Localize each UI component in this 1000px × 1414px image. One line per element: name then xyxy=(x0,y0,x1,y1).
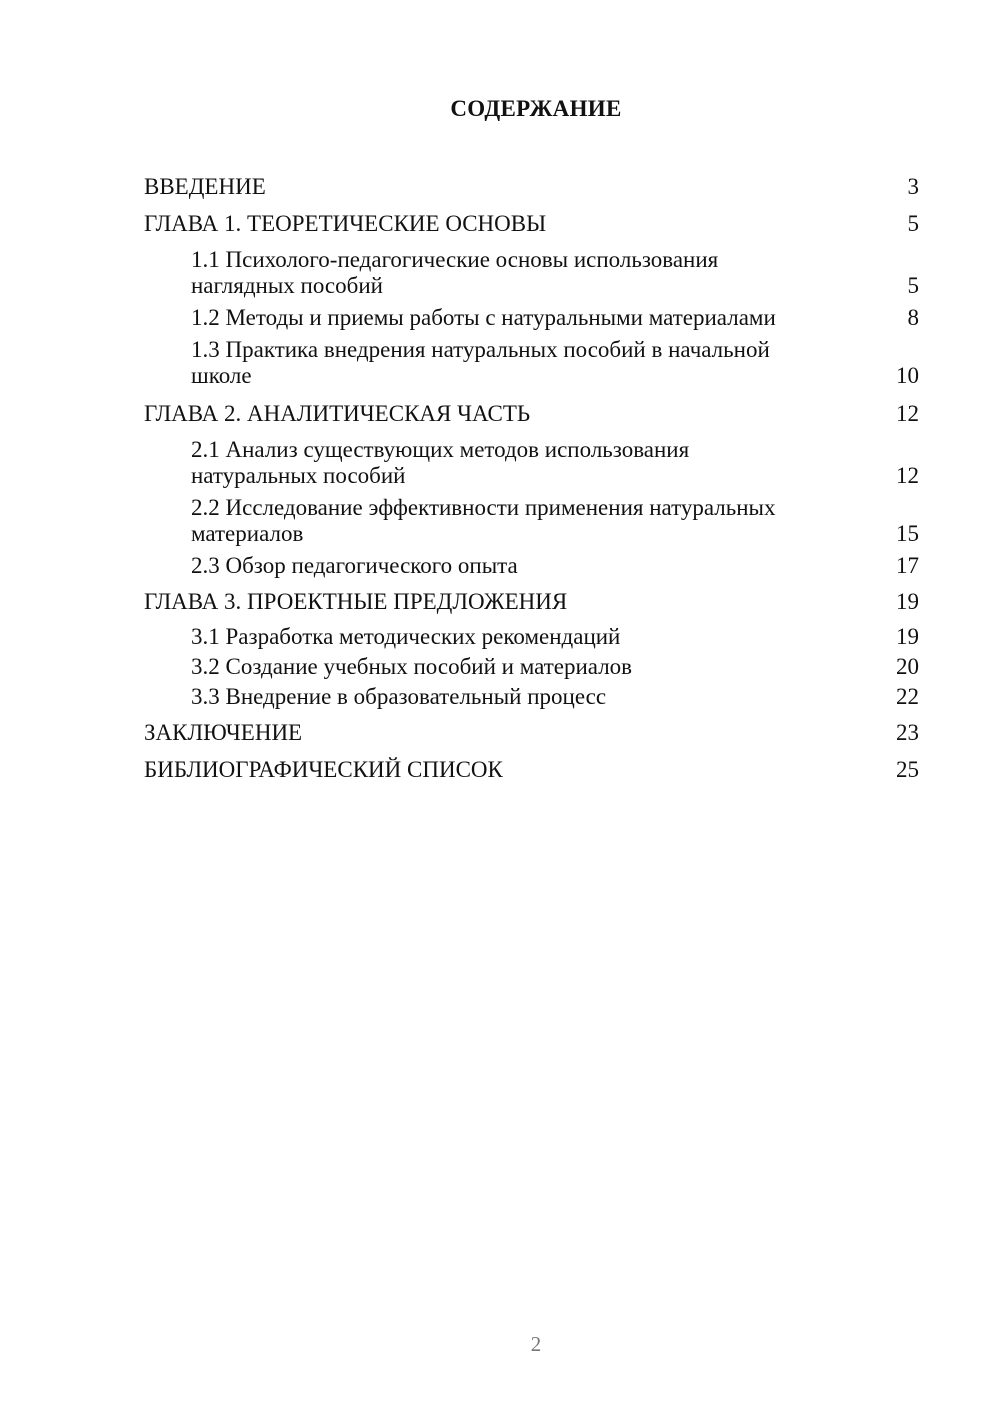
toc-entry-section-3-1 xyxy=(144,624,919,650)
toc-entry-text: БИБЛИОГРАФИЧЕСКИЙ СПИСОК xyxy=(144,756,503,782)
toc-entry-page: 23 xyxy=(896,719,919,745)
toc-entry-page: 19 xyxy=(896,624,919,649)
toc-entry-chapter-1 xyxy=(144,205,919,242)
toc-entry-text: ГЛАВА 3. ПРОЕКТНЫЕ ПРЕДЛОЖЕНИЯ xyxy=(144,588,568,614)
table-of-contents xyxy=(144,168,919,788)
toc-entry-page: 8 xyxy=(907,305,919,330)
page-title: СОДЕРЖАНИЕ xyxy=(450,96,622,121)
toc-entry-section-3-3 xyxy=(144,684,919,710)
toc-entry-text: 2.1 Анализ существующих методов использования натуральных пособий xyxy=(191,437,690,488)
toc-entry-introduction xyxy=(144,168,919,205)
toc-entry-section-2-2 xyxy=(144,495,919,547)
toc-entry-text: 3.3 Внедрение в образовательный процесс xyxy=(191,684,607,709)
toc-entry-section-2-1 xyxy=(144,437,919,489)
toc-entry-text: 2.2 Исследование эффективности применения натуральных материалов xyxy=(191,495,776,546)
toc-entry-chapter-3 xyxy=(144,583,919,620)
toc-entry-section-3-2 xyxy=(144,654,919,680)
toc-entry-text: 1.3 Практика внедрения натуральных пособий в начальной школе xyxy=(191,337,770,388)
toc-entry-page: 12 xyxy=(896,400,919,426)
toc-entry-text: 3.1 Разработка методических рекомендаций xyxy=(191,624,621,649)
toc-entry-text: 3.2 Создание учебных пособий и материалов xyxy=(191,654,633,679)
toc-entry-text: ГЛАВА 1. ТЕОРЕТИЧЕСКИЕ ОСНОВЫ xyxy=(144,210,547,236)
toc-entry-text: 1.2 Методы и приемы работы с натуральными материалами xyxy=(191,305,776,330)
toc-entry-page: 10 xyxy=(896,363,919,388)
toc-entry-text: ВВЕДЕНИЕ xyxy=(144,173,266,199)
toc-entry-text: 1.1 Психолого-педагогические основы использования наглядных пособий xyxy=(191,247,719,298)
toc-entry-page: 5 xyxy=(907,273,919,298)
toc-entry-page: 15 xyxy=(896,521,919,546)
toc-entry-text: ГЛАВА 2. АНАЛИТИЧЕСКАЯ ЧАСТЬ xyxy=(144,400,531,426)
toc-entry-page: 25 xyxy=(896,756,919,782)
toc-entry-conclusion xyxy=(144,714,919,751)
toc-entry-page: 12 xyxy=(896,463,919,488)
page-number: 2 xyxy=(530,1332,542,1356)
toc-entry-text: 2.3 Обзор педагогического опыта xyxy=(191,553,518,578)
toc-entry-page: 22 xyxy=(896,684,919,709)
toc-entry-section-1-3 xyxy=(144,337,919,389)
toc-entry-section-2-3 xyxy=(144,553,919,579)
toc-entry-page: 3 xyxy=(907,173,919,199)
toc-entry-text: ЗАКЛЮЧЕНИЕ xyxy=(144,719,303,745)
toc-entry-section-1-1 xyxy=(144,247,919,299)
toc-entry-chapter-2 xyxy=(144,395,919,432)
toc-entry-page: 20 xyxy=(896,654,919,679)
toc-entry-page: 19 xyxy=(896,588,919,614)
toc-entry-bibliography xyxy=(144,751,919,788)
toc-entry-page: 17 xyxy=(896,553,919,578)
toc-entry-section-1-2 xyxy=(144,305,919,331)
toc-entry-page: 5 xyxy=(907,210,919,236)
